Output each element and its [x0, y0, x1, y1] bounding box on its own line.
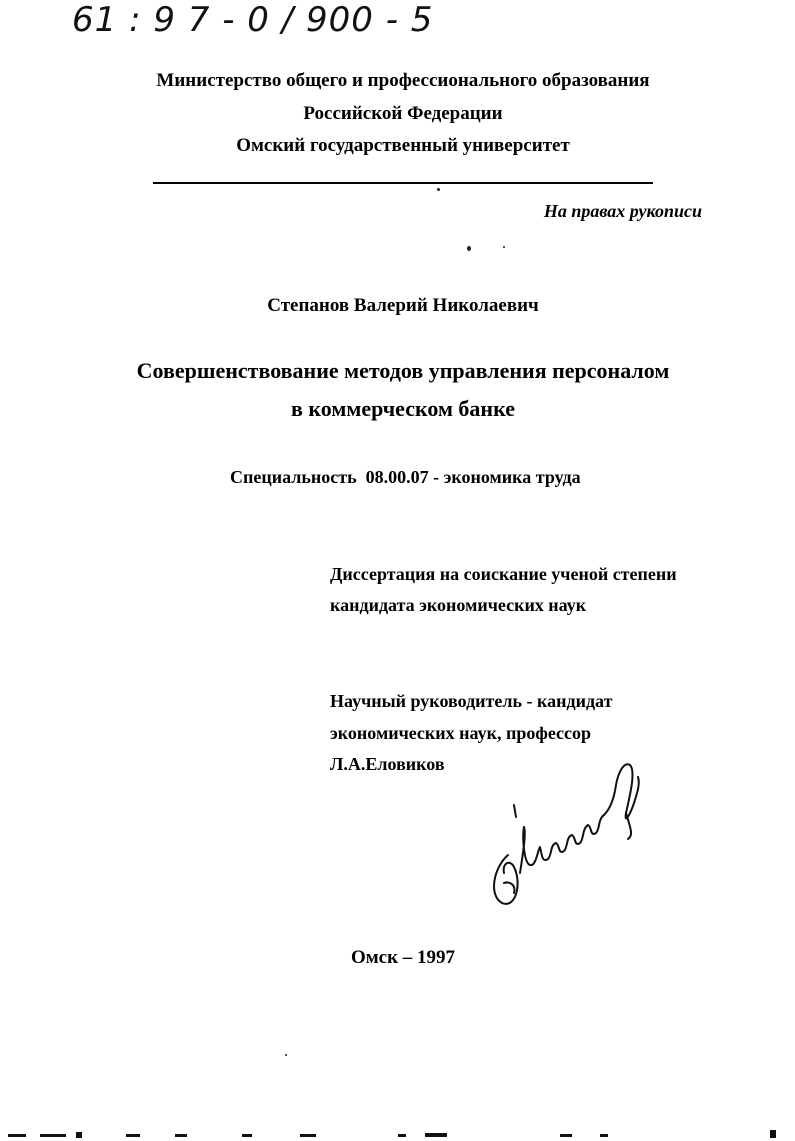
author-name: Степанов Валерий Николаевич — [267, 295, 539, 316]
archive-number: 61 : 9 7 - 0 / 900 - 5 — [72, 0, 434, 40]
scan-edge-marks-icon — [0, 1128, 795, 1141]
institution-line-ministry: Министерство общего и профессионального образования — [156, 70, 650, 91]
supervisor-name: Л.А.Еловиков — [330, 754, 445, 774]
header-divider — [153, 182, 653, 184]
institution-line-federation: Российской Федерации — [303, 103, 503, 124]
dissertation-title-line2: в коммерческом банке — [291, 396, 515, 421]
manuscript-note: На правах рукописи — [543, 201, 702, 221]
dissertation-degree-line1: Диссертация на соискание ученой степени — [330, 564, 677, 584]
scan-speck — [503, 246, 505, 248]
institution-line-university: Омский государственный университет — [236, 135, 570, 156]
footer-city-year: Омск – 1997 — [350, 947, 456, 968]
supervisor-signature-icon — [480, 755, 660, 915]
supervisor-line2: экономических наук, профессор — [330, 723, 592, 743]
dissertation-title-line1: Совершенствование методов управления персоналом — [136, 358, 670, 383]
dissertation-degree-line2: кандидата экономических наук — [330, 595, 587, 615]
scan-speck — [285, 1054, 287, 1056]
specialty: Специальность 08.00.07 - экономика труда — [230, 467, 581, 487]
scan-speck — [467, 246, 471, 251]
scan-speck — [437, 188, 440, 191]
supervisor-line1: Научный руководитель - кандидат — [330, 691, 613, 711]
